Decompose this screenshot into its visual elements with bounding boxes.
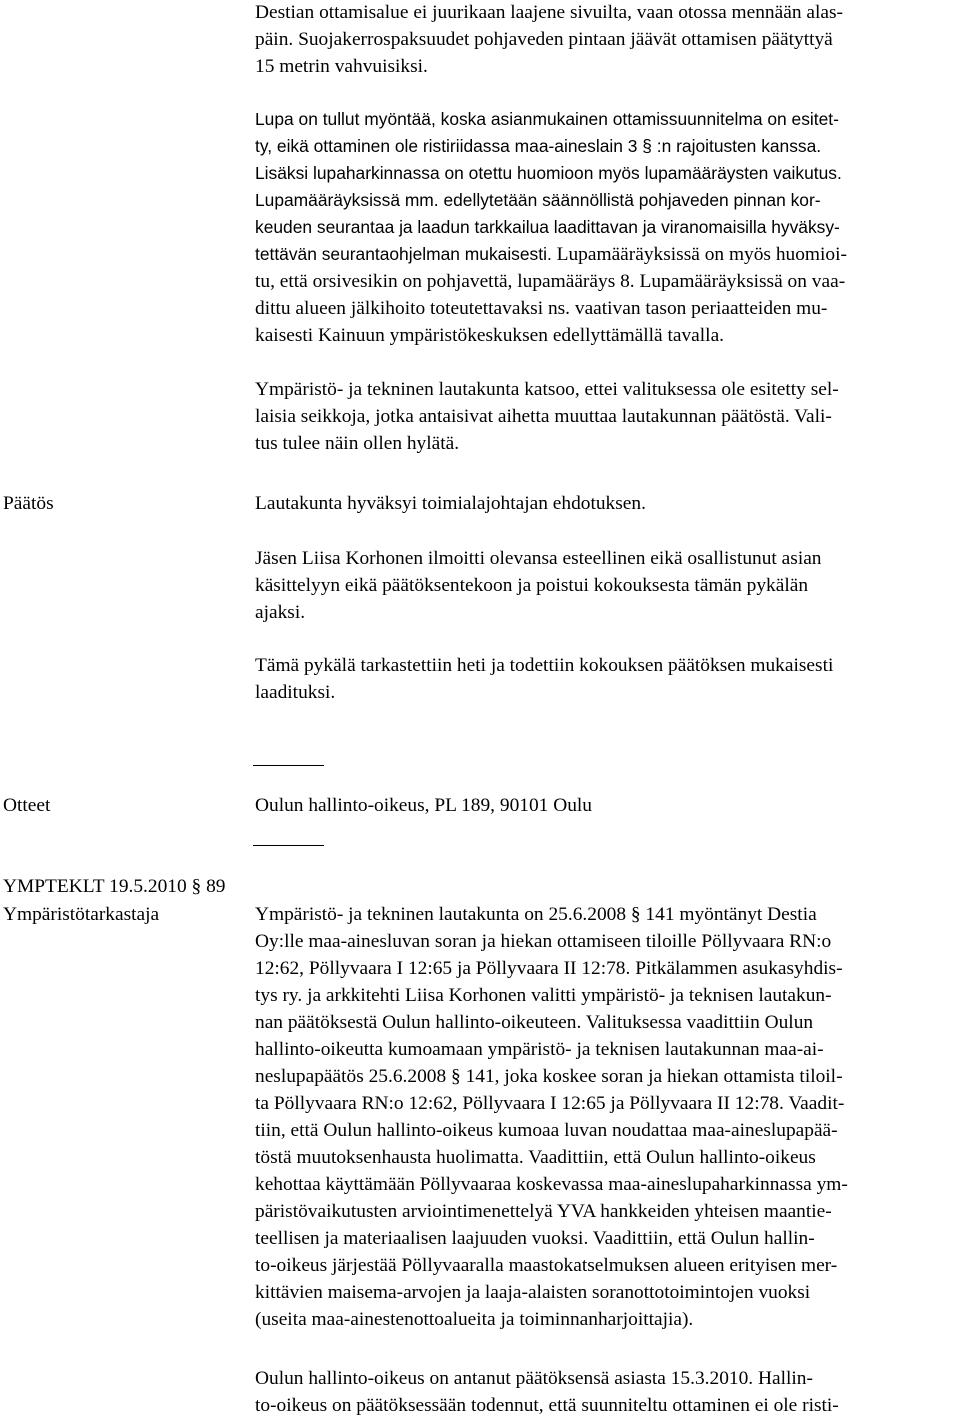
text-line: Oulun hallinto-oikeus on antanut päätöksensä asiasta 15.3.2010. Hallin- xyxy=(255,1368,813,1389)
text-line: kehottaa käyttämään Pöllyvaaraa koskevassa maa-aineslupaharkinnassa ym- xyxy=(255,1174,848,1195)
approval-note xyxy=(255,652,833,706)
decision-text: Lautakunta hyväksyi toimialajohtajan ehdotuksen. xyxy=(255,493,646,514)
divider-rule xyxy=(253,845,324,846)
text-line: kaisesti Kainuun ympäristökeskuksen edellyttämällä tavalla. xyxy=(255,325,725,346)
paragraph-permit-reasoning xyxy=(255,106,847,349)
text-line: Jäsen Liisa Korhonen ilmoitti olevansa esteellinen eikä osallistunut asian xyxy=(255,548,822,569)
text-line: Ympäristö- ja tekninen lautakunta on 25.6.2008 § 141 myöntänyt Destia xyxy=(255,904,817,925)
text-line: ta Pöllyvaara RN:o 12:62, Pöllyvaara I 12:65 ja Pöllyvaara II 12:78. Vaadit- xyxy=(255,1093,845,1114)
extracts-text: Oulun hallinto-oikeus, PL 189, 90101 Oulu xyxy=(255,795,592,816)
member-note xyxy=(255,545,822,626)
text-line: Destian ottamisalue ei juurikaan laajene sivuilta, vaan otossa mennään alas- xyxy=(255,2,843,23)
inspector-text xyxy=(255,901,848,1333)
text-segment: Lupamääräyksissä on myös huomioi- xyxy=(556,244,847,265)
text-line: Lupamääräyksissä mm. edellytetään säännöllistä pohjaveden pinnan kor- xyxy=(255,190,821,210)
text-line: laadituksi. xyxy=(255,682,336,703)
text-line: teellisen ja materiaalisen laajuuden vuoksi. Vaadittiin, että Oulun hallin- xyxy=(255,1228,815,1249)
extracts-label: Otteet xyxy=(3,795,51,816)
text-line: laisia seikkoja, jotka antaisivat aihetta muuttaa lautakunnan päätöstä. Vali- xyxy=(255,406,832,427)
text-line: keuden seurantaa ja laadun tarkkailua laadittavan ja viranomaisilla hyväksy- xyxy=(255,217,840,237)
paragraph-destia-area xyxy=(255,0,843,80)
paragraph-committee-view xyxy=(255,376,839,457)
text-line: Lisäksi lupaharkinnassa on otettu huomioon myös lupamääräysten vaikutus. xyxy=(255,163,842,183)
text-line: hallinto-oikeutta kumoamaan ympäristö- ja teknisen lautakunnan maa-ai- xyxy=(255,1039,824,1060)
text-line: ajaksi. xyxy=(255,602,306,623)
text-segment: tettävän seurantaohjelman mukaisesti. xyxy=(255,244,552,264)
text-line: neslupapäätös 25.6.2008 § 141, joka koskee soran ja hiekan ottamista tiloil- xyxy=(255,1066,843,1087)
text-line: 15 metrin vahvuisiksi. xyxy=(255,56,428,77)
text-line: (useita maa-ainestenottoalueita ja toiminnanharjoittajia). xyxy=(255,1309,694,1330)
text-line: Lupa on tullut myöntää, koska asianmukainen ottamissuunnitelma on esitet- xyxy=(255,109,839,129)
decision-label: Päätös xyxy=(3,493,54,514)
text-line: to-oikeus järjestää Pöllyvaaralla maastokatselmuksen alueen erityisen mer- xyxy=(255,1255,838,1276)
inspector-label: Ympäristötarkastaja xyxy=(3,904,160,925)
text-line: to-oikeus on päätöksessään todennut, että suunniteltu ottaminen ei ole risti- xyxy=(255,1395,839,1416)
text-line: dittu alueen jälkihoito toteutettavaksi ns. vaativan tason periaatteiden mu- xyxy=(255,298,828,319)
text-line: tu, että orsivesikin on pohjavettä, lupamääräys 8. Lupamääräyksissä on vaa- xyxy=(255,271,846,292)
divider-rule xyxy=(253,765,324,766)
text-line: päristövaikutusten arviointimenettelyä YVA hankkeiden yhteisen maantie- xyxy=(255,1201,832,1222)
text-line: käsittelyyn eikä päätöksentekoon ja poistui kokouksesta tämän pykälän xyxy=(255,575,809,596)
text-line: tiin, että Oulun hallinto-oikeus kumoaa luvan noudattaa maa-aineslupapää- xyxy=(255,1120,838,1141)
text-line: töstä muutoksenhausta huolimatta. Vaadittiin, että Oulun hallinto-oikeus xyxy=(255,1147,816,1168)
text-line xyxy=(255,241,847,268)
final-paragraph xyxy=(255,1365,839,1419)
text-line: ty, eikä ottaminen ole ristiriidassa maa-aineslain 3 § :n rajoitusten kanssa. xyxy=(255,136,822,156)
section-header: YMPTEKLT 19.5.2010 § 89 xyxy=(3,876,226,897)
text-line: kittävien maisema-arvojen ja laaja-alaisten soranottotoimintojen vuoksi xyxy=(255,1282,811,1303)
text-line: Tämä pykälä tarkastettiin heti ja todettiin kokouksen päätöksen mukaisesti xyxy=(255,655,834,676)
text-line: päin. Suojakerrospaksuudet pohjaveden pintaan jäävät ottamisen päätyttyä xyxy=(255,29,833,50)
text-line: Ympäristö- ja tekninen lautakunta katsoo, ettei valituksessa ole esitetty sel- xyxy=(255,379,839,400)
text-line: nan päätöksestä Oulun hallinto-oikeuteen. Valituksessa vaadittiin Oulun xyxy=(255,1012,814,1033)
text-line: tys ry. ja arkkitehti Liisa Korhonen valitti ympäristö- ja teknisen lautakun- xyxy=(255,985,832,1006)
text-line: tus tulee näin ollen hylätä. xyxy=(255,433,460,454)
text-line: Oy:lle maa-ainesluvan soran ja hiekan ottamiseen tiloille Pöllyvaara RN:o xyxy=(255,931,832,952)
text-line: 12:62, Pöllyvaara I 12:65 ja Pöllyvaara II 12:78. Pitkälammen asukasyhdis- xyxy=(255,958,843,979)
